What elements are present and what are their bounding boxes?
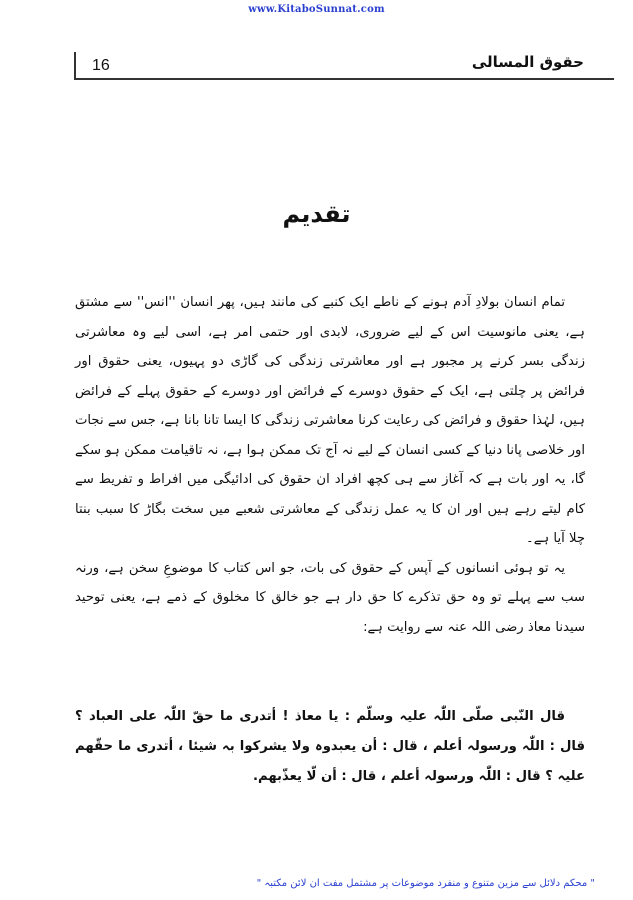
header-rule xyxy=(74,78,614,80)
chapter-title: تقدیم xyxy=(282,200,351,228)
header-left-bar xyxy=(74,52,76,80)
page-number: 16 xyxy=(92,57,110,74)
paragraph: تمام انسان بولادِ آدم ہونے کے ناطے ایک کنبے کی مانند ہیں، پھر انسان ''انس'' سے مشتق ہے، یعنی مانوسیت اس کے لیے ضروری، لابدی اور حتمی امر ہے، اسی لیے وہ معاشرتی زندگی بسر کرنے پر مجبور ہے اور معاشرتی زندگی کی گاڑی دو پہیوں، یعنی حقوق اور فرائض پر چلتی ہے، ایک کے حقوق دوسرے کے فرائض اور دوسرے کے حقوق پہلے کے فرائض ہیں، لہٰذا حقوق و فرائض کی رعایت کرنا معاشرتی زندگی کا ایسا تانا بانا ہے، جس سے نجات اور خلاصی پانا دنیا کے کسی انسان کے لیے نہ آج تک ممکن ہوا ہے، نہ تاقیامت ممکن ہو سکے گا، یہ اور بات ہے کہ آغاز سے ہی کچھ افراد ان حقوق کی ادائیگی میں افراط و تفریط سے کام لیتے رہے ہیں اور ان کا یہ عمل زندگی کے معاشرتی شعبے میں سخت بگاڑ کا سبب بنتا چلا آیا ہے۔ xyxy=(75,295,585,546)
running-header xyxy=(74,52,614,80)
footer-promo-text: " محکم دلائل سے مزین متنوع و منفرد موضوعات پر مشتمل مفت آن لائن مکتبہ " xyxy=(256,878,595,889)
hadith-quote xyxy=(75,702,585,792)
book-title: حقوق المسالی xyxy=(471,53,584,71)
hadith-text: قال النّبی صلّی اللّٰہ علیہ وسلّم : یا معاذ ! أتدری ما حقّ اللّٰہ علی العباد ؟ قال : اللّٰہ ورسولہ أعلم ، قال : أن یعبدوہ ولا یشرکوا بہ شیئا ، أتدری ما حقّھم علیہ ؟ قال : اللّٰہ ورسولہ أعلم ، قال : أن لّا یعذّبھم. xyxy=(75,709,585,784)
site-url-link[interactable]: www.KitaboSunnat.com xyxy=(248,4,385,15)
paragraph: یہ تو ہوئی انسانوں کے آپس کے حقوق کی بات، جو اس کتاب کا موضوعِ سخن ہے، ورنہ سب سے پہلے تو وہ حق تذکرے کا حق دار ہے جو خالق کا مخلوق کے ذمے ہے، یعنی توحید سیدنا معاذ رضی اللہ عنہ سے روایت ہے: xyxy=(75,560,585,635)
body-text xyxy=(75,288,585,642)
